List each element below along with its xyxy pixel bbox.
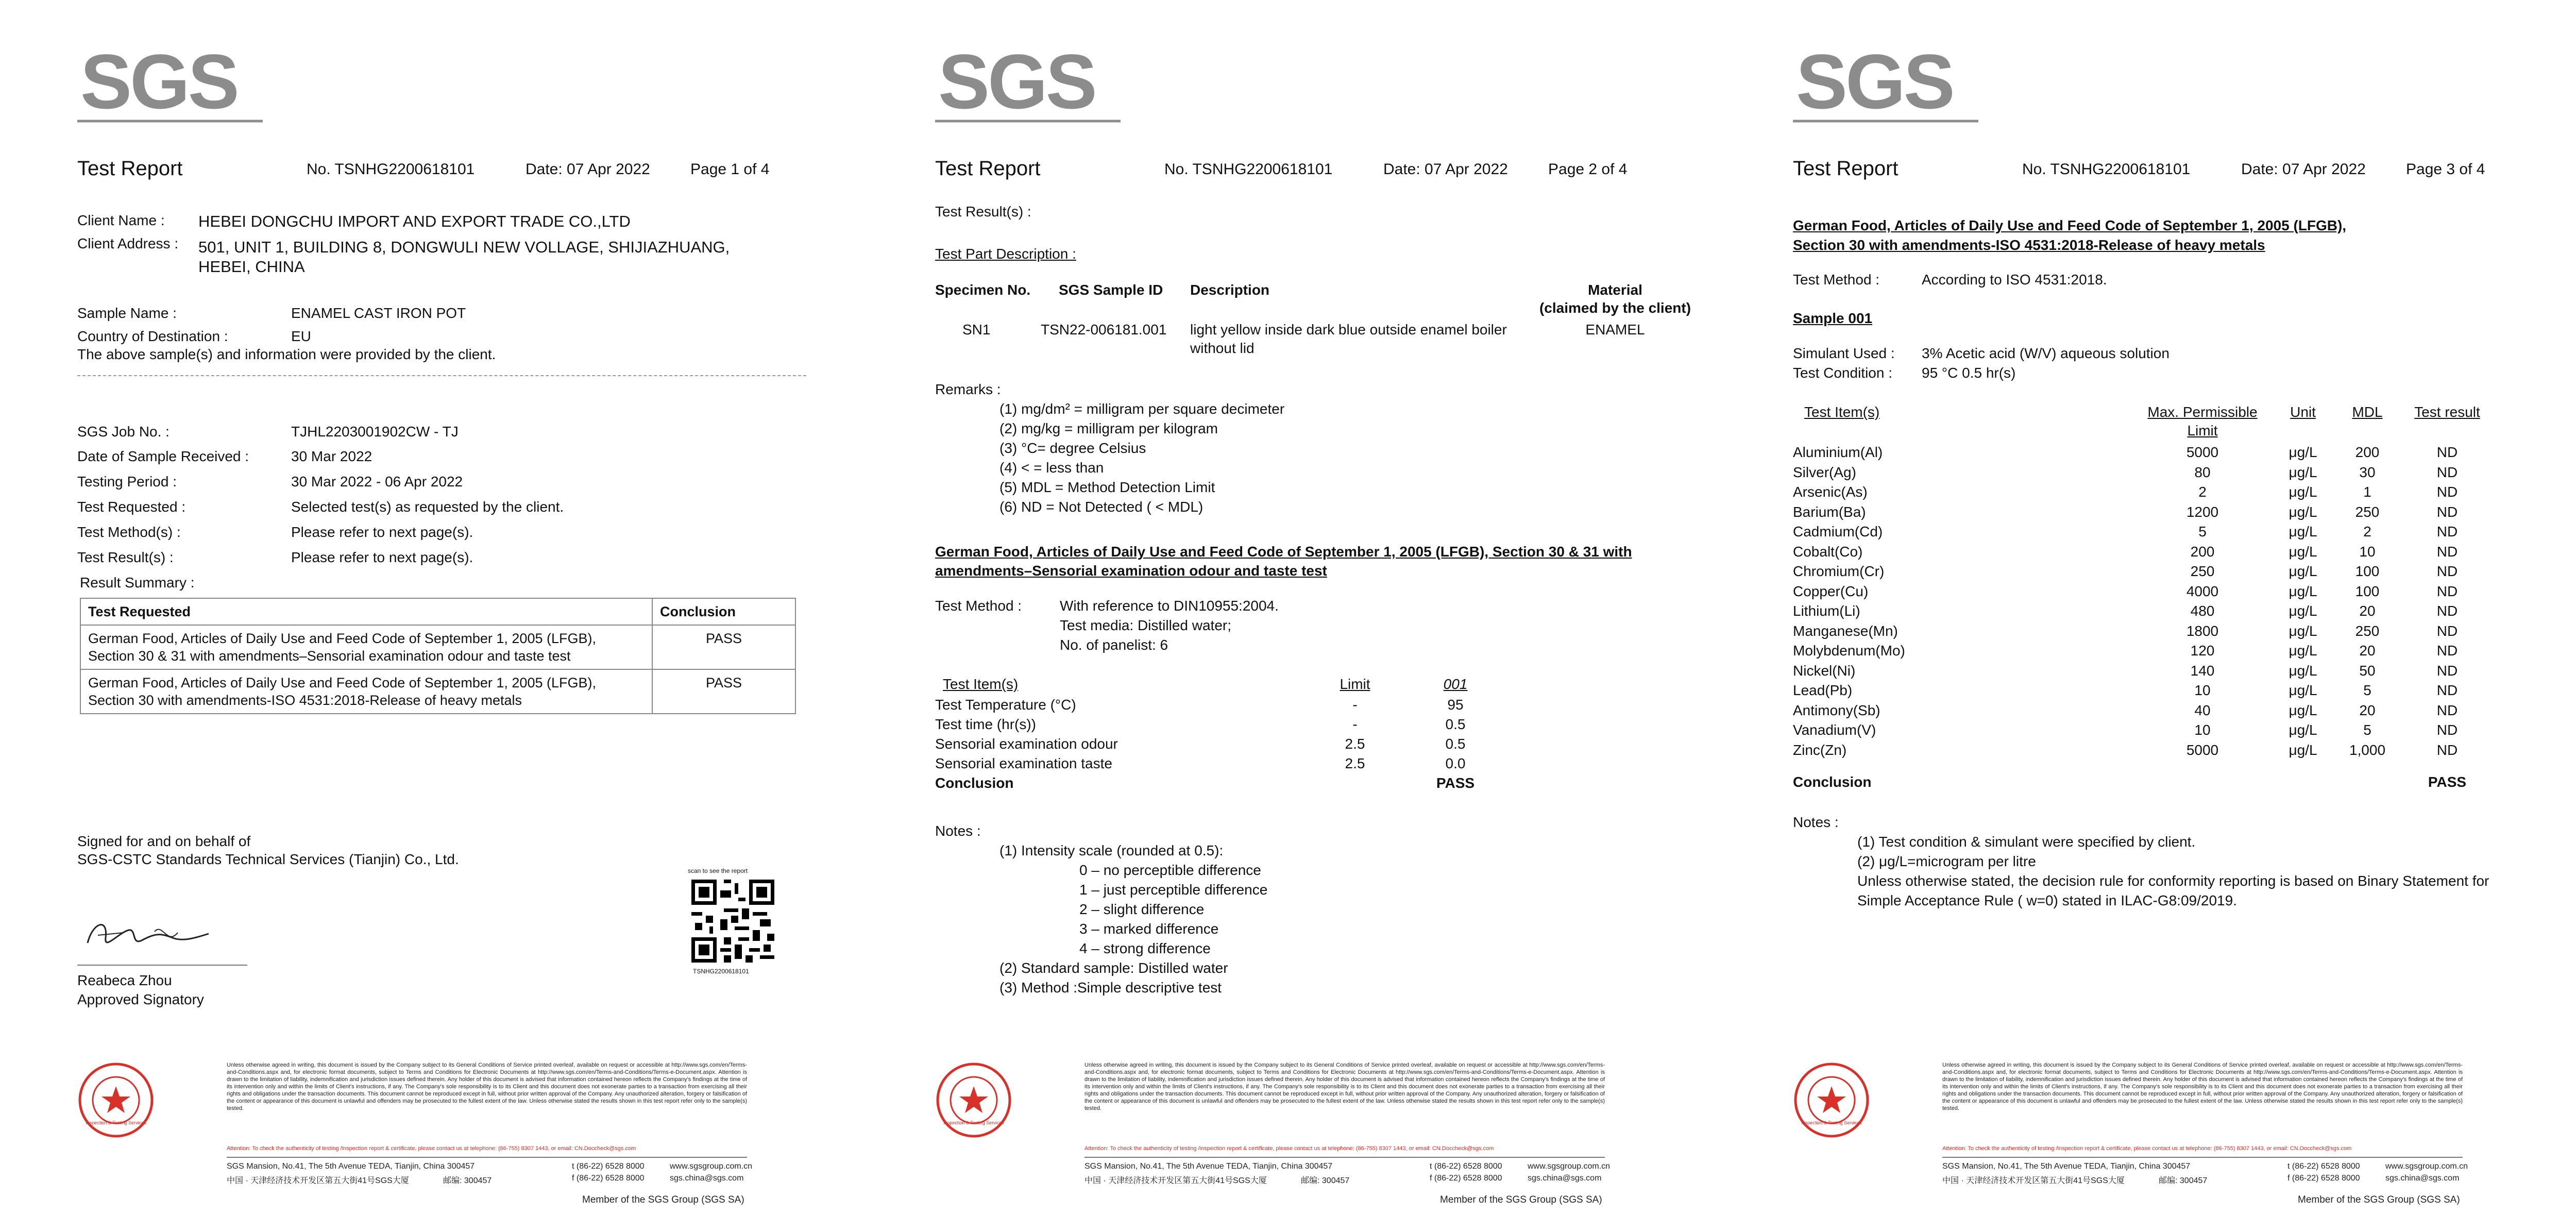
footer-email: sgs.china@sgs.com [670,1174,744,1183]
summary-row-2-line-2: Section 30 with amendments-ISO 4531:2018-Release of heavy metals [88,693,522,708]
summary-header-test: Test Requested [80,598,652,625]
report-date: Date: 07 Apr 2022 [526,161,650,178]
metal-result: ND [2436,603,2458,619]
seal-text: Inspection & Testing Services [943,1120,1004,1125]
metal-mdl: 20 [2359,643,2376,659]
sgs-logo-text: SGS [80,44,238,125]
seal-text: Inspection & Testing Services [86,1120,146,1125]
country-label: Country of Destination : [77,328,228,344]
report-title: Test Report [77,157,183,180]
row-limit: - [1352,716,1358,732]
metal-mdl: 250 [2355,503,2380,520]
client-address-line-1: 501, UNIT 1, BUILDING 8, DONGWULI NEW VOLLAGE, SHIJIAZHUANG, [198,238,730,256]
metal-mdl: 250 [2355,622,2380,639]
metal-mdl: 1 [2363,484,2371,500]
scale-0: 0 – no perceptible difference [1079,862,1261,878]
metal-mdl: 5 [2363,682,2371,698]
table-header-001: 001 [1443,676,1468,692]
footer-member: Member of the SGS Group (SGS SA) [1440,1194,1602,1205]
signed-company: SGS-CSTC Standards Technical Services (Tianjin) Co., Ltd. [77,851,459,867]
metal-item: Barium(Ba) [1793,503,1866,520]
metal-unit: μg/L [2289,464,2317,480]
spec-header-material: Material [1588,282,1642,298]
signature-image [77,902,227,958]
row-limit: 2.5 [1345,755,1365,771]
sgs-logo [1793,44,1978,134]
metal-mdl: 100 [2355,563,2380,579]
summary-row-2-line-1: German Food, Articles of Daily Use and Feed Code of September 1, 2005 (LFGB), [88,675,596,690]
metal-limit: 10 [2194,682,2211,698]
footer-tel: t (86-22) 6528 8000 [2287,1162,2360,1171]
client-address-label: Client Address : [77,235,179,251]
footer-disclaimer: Unless otherwise agreed in writing, this document is issued by the Company subject to its General Conditions of Service printed overleaf, available on request or accessible at http://www.sgs.com/en/Terms-and-Conditions.aspx and, for electronic format documents, subject to Terms and Conditions for Electronic Documents at http://www.sgs.com/en/Terms-and-Conditions/Terms-e-Document.aspx. Attention is drawn to the limitation of liability, indemnification and jurisdiction issues defined therein. Any holder of this document is advised that information contained hereon reflects the Company's findings at the time of its intervention only and within the limits of Client's instructions, if any. The Company's sole responsibility is to its Client and this document does not exonerate parties to a transaction from exercising all their rights and obligations under the transaction documents. This document cannot be reproduced except in full, without prior written approval of the Company. Any unauthorized alteration, forgery or falsification of the content or appearance of this document is unlawful and offenders may be prosecuted to the fullest extent of the law. Unless otherwise stated the results shown in this test report refer only to the sample(s) tested. [1942,1062,2463,1111]
metal-item: Antimony(Sb) [1793,702,1880,718]
remarks-label: Remarks : [935,381,1001,397]
sample-name-label: Sample Name : [77,305,177,321]
metal-item: Manganese(Mn) [1793,622,1898,639]
result-summary-table [80,598,796,714]
spec-header-desc: Description [1190,282,1270,298]
metal-item: Aluminium(Al) [1793,444,1883,460]
header-limit-line-2: Limit [2187,423,2218,439]
report-date: Date: 07 Apr 2022 [1383,161,1508,178]
metal-result: ND [2436,583,2458,599]
remark-3: (3) °C= degree Celsius [999,440,1146,456]
metal-result: ND [2436,543,2458,560]
metal-unit: μg/L [2289,524,2317,539]
footer-postcode-cn: 邮编: 300457 [443,1176,492,1185]
metal-result: ND [2436,563,2458,579]
note-1: (1) Intensity scale (rounded at 0.5): [999,842,1224,858]
test-results: Please refer to next page(s). [291,549,473,565]
metal-limit: 4000 [2186,583,2219,599]
row-value: 95 [1447,697,1464,713]
qr-code [688,876,778,966]
metal-mdl: 200 [2355,444,2380,460]
metal-item: Cadmium(Cd) [1793,524,1883,539]
metal-limit: 120 [2190,643,2215,659]
footer-tel: t (86-22) 6528 8000 [572,1162,645,1171]
table-row [80,669,795,714]
note-3-line-2: Simple Acceptance Rule ( w=0) stated in ILAC-G8:09/2019. [1857,892,2237,908]
metal-item: Lithium(Li) [1793,603,1860,619]
method-label: Test Method : [935,598,1022,614]
metal-mdl: 20 [2359,702,2376,718]
row-value: 0.5 [1445,716,1466,732]
testing-period: 30 Mar 2022 - 06 Apr 2022 [291,474,463,490]
row-item: Test time (hr(s)) [935,716,1036,732]
test-results-label: Test Result(s) : [935,204,1031,220]
footer-postcode-cn: 邮编: 300457 [2159,1176,2208,1185]
seal-stamp [77,1061,155,1139]
conclusion-value: PASS [2428,774,2467,790]
metal-result: ND [2436,524,2458,539]
metal-mdl: 100 [2355,583,2380,599]
footer-member: Member of the SGS Group (SGS SA) [582,1194,744,1205]
footer-email: sgs.china@sgs.com [2385,1174,2460,1183]
metal-limit: 5 [2198,524,2207,539]
row-limit: - [1352,697,1358,713]
test-requested-label: Test Requested : [77,499,186,515]
testing-period-label: Testing Period : [77,474,177,490]
metal-mdl: 30 [2359,464,2376,480]
metal-item: Zinc(Zn) [1793,741,1847,758]
report-title: Test Report [1793,157,1899,180]
metal-unit: μg/L [2289,622,2317,639]
spec-header-no: Specimen No. [935,282,1031,298]
row-limit: 2.5 [1345,736,1365,752]
metal-limit: 250 [2190,563,2215,579]
metal-limit: 140 [2190,662,2215,679]
metal-limit: 1200 [2186,503,2219,520]
footer-address-en: SGS Mansion, No.41, The 5th Avenue TEDA, Tianjin, China 300457 [1942,1162,2191,1171]
seal-stamp [935,1061,1012,1139]
client-name: HEBEI DONGCHU IMPORT AND EXPORT TRADE CO.,LTD [198,212,631,230]
header-limit: Max. Permissible [2147,404,2258,420]
footer-attention: Attention: To check the authenticity of testing /inspection report & certificate, please contact us at telephone: (86-755) 8307 1443, or email: CN.Doccheck@sgs.com [227,1145,636,1152]
metal-mdl: 5 [2363,722,2371,738]
note-1: (1) Test condition & simulant were specified by client. [1857,834,2196,850]
conclusion-value: PASS [1436,775,1475,791]
metal-item: Silver(Ag) [1793,464,1856,480]
seal-text: Inspection & Testing Services [1801,1120,1862,1125]
table-header-limit: Limit [1340,676,1370,692]
table-header-item: Test Item(s) [943,676,1019,692]
metal-mdl: 20 [2359,603,2376,619]
condition-label: Test Condition : [1793,365,1892,381]
metal-result: ND [2436,682,2458,698]
simulant-label: Simulant Used : [1793,345,1895,361]
metal-unit: μg/L [2289,503,2317,520]
spec-material: ENAMEL [1585,322,1645,338]
qr-number: TSNHG2200618101 [693,968,749,975]
header-item: Test Item(s) [1804,404,1880,420]
metal-item: Arsenic(As) [1793,484,1868,500]
sample-label: Sample 001 [1793,310,1873,326]
spec-no: SN1 [962,322,991,338]
metal-item: Vanadium(V) [1793,722,1876,738]
metal-limit: 1800 [2186,622,2219,639]
country-value: EU [291,328,311,344]
spec-header-material-note: (claimed by the client) [1539,300,1691,316]
metal-unit: μg/L [2289,722,2317,738]
client-address-line-2: HEBEI, CHINA [198,258,305,276]
metal-result: ND [2436,643,2458,659]
metal-result: ND [2436,444,2458,460]
footer-web: www.sgsgroup.com.cn [670,1162,753,1171]
section-title-line-2: Section 30 with amendments-ISO 4531:2018-Release of heavy metals [1793,237,2265,253]
row-value: 0.5 [1445,736,1466,752]
test-methods: Please refer to next page(s). [291,524,473,540]
scale-2: 2 – slight difference [1079,901,1205,917]
section-title-line-2: amendments–Sensorial examination odour and taste test [935,563,1327,579]
metal-unit: μg/L [2289,583,2317,599]
header-result: Test result [2414,404,2480,420]
method-line-3: No. of panelist: 6 [1060,637,1168,653]
footer-address-en: SGS Mansion, No.41, The 5th Avenue TEDA, Tianjin, China 300457 [227,1162,475,1171]
note-2: (2) μg/L=microgram per litre [1857,853,2036,869]
date-received: 30 Mar 2022 [291,448,372,464]
metal-limit: 2 [2198,484,2207,500]
scale-3: 3 – marked difference [1079,921,1219,937]
spec-desc-2: without lid [1190,340,1255,356]
method-line-1: With reference to DIN10955:2004. [1060,598,1279,614]
footer-member: Member of the SGS Group (SGS SA) [2298,1194,2460,1205]
spec-desc-1: light yellow inside dark blue outside enamel boiler [1190,322,1507,338]
footer-web: www.sgsgroup.com.cn [1528,1162,1611,1171]
report-page-3 [1716,0,2573,1214]
metal-result: ND [2436,662,2458,679]
signatory-name: Reabeca Zhou [77,972,172,988]
metal-unit: μg/L [2289,643,2317,659]
metal-limit: 10 [2194,722,2211,738]
metal-result: ND [2436,722,2458,738]
metal-limit: 80 [2194,464,2211,480]
header-mdl: MDL [2352,404,2383,420]
metal-result: ND [2436,741,2458,758]
section-title-line-1: German Food, Articles of Daily Use and Feed Code of September 1, 2005 (LFGB), Section 30 & 31 with [935,544,1632,560]
metal-mdl: 2 [2363,524,2371,539]
summary-row-1-line-2: Section 30 & 31 with amendments–Sensorial examination odour and taste test [88,648,571,664]
metal-unit: μg/L [2289,484,2317,500]
report-number: No. TSNHG2200618101 [1164,161,1333,178]
metal-unit: μg/L [2289,702,2317,718]
signatory-title: Approved Signatory [77,991,204,1007]
job-no: TJHL2203001902CW - TJ [291,424,459,440]
report-page-2 [858,0,1716,1214]
metal-limit: 200 [2190,543,2215,560]
metal-unit: μg/L [2289,682,2317,698]
metal-limit: 5000 [2186,444,2219,460]
metal-limit: 40 [2194,702,2211,718]
footer-disclaimer: Unless otherwise agreed in writing, this document is issued by the Company subject to its General Conditions of Service printed overleaf, available on request or accessible at http://www.sgs.com/en/Terms-and-Conditions.aspx and, for electronic format documents, subject to Terms and Conditions for Electronic Documents at http://www.sgs.com/en/Terms-and-Conditions/Terms-e-Document.aspx. Attention is drawn to the limitation of liability, indemnification and jurisdiction issues defined therein. Any holder of this document is advised that information contained hereon reflects the Company's findings at the time of its intervention only and within the limits of Client's instructions, if any. The Company's sole responsibility is to its Client and this document does not exonerate parties to a transaction from exercising all their rights and obligations under the transaction documents. This document cannot be reproduced except in full, without prior written approval of the Company. Any unauthorized alteration, forgery or falsification of the content or appearance of this document is unlawful and offenders may be prosecuted to the fullest extent of the law. Unless otherwise stated the results shown in this test report refer only to the sample(s) tested. [227,1062,747,1111]
test-requested: Selected test(s) as requested by the client. [291,499,564,515]
remark-1: (1) mg/dm² = milligram per square decimeter [999,401,1285,417]
notes-label: Notes : [935,823,981,839]
metal-mdl: 1,000 [2349,741,2386,758]
footer-address-cn: 中国 · 天津经济技术开发区第五大街41号SGS大厦 [1942,1176,2125,1185]
report-title: Test Report [935,157,1041,180]
footer-web: www.sgsgroup.com.cn [2385,1162,2468,1171]
footer-address-en: SGS Mansion, No.41, The 5th Avenue TEDA, Tianjin, China 300457 [1084,1162,1333,1171]
summary-row-1-conclusion: PASS [652,625,795,669]
row-item: Test Temperature (°C) [935,697,1076,713]
metal-result: ND [2436,484,2458,500]
footer-fax: f (86-22) 6528 8000 [572,1174,645,1183]
metal-item: Copper(Cu) [1793,583,1869,599]
remark-6: (6) ND = Not Detected ( < MDL) [999,499,1204,515]
sgs-logo [77,44,263,134]
metal-result: ND [2436,503,2458,520]
section-title-line-1: German Food, Articles of Daily Use and Feed Code of September 1, 2005 (LFGB), [1793,217,2347,233]
test-results-label: Test Result(s) : [77,549,174,565]
report-number: No. TSNHG2200618101 [307,161,475,178]
remark-5: (5) MDL = Method Detection Limit [999,479,1215,495]
metal-result: ND [2436,702,2458,718]
seal-stamp [1793,1061,1870,1139]
metal-item: Chromium(Cr) [1793,563,1885,579]
metal-mdl: 10 [2359,543,2376,560]
signed-on-behalf: Signed for and on behalf of [77,833,251,849]
footer-disclaimer: Unless otherwise agreed in writing, this document is issued by the Company subject to its General Conditions of Service printed overleaf, available on request or accessible at http://www.sgs.com/en/Terms-and-Conditions.aspx and, for electronic format documents, subject to Terms and Conditions for Electronic Documents at http://www.sgs.com/en/Terms-and-Conditions/Terms-e-Document.aspx. Attention is drawn to the limitation of liability, indemnification and jurisdiction issues defined therein. Any holder of this document is advised that information contained hereon reflects the Company's findings at the time of its intervention only and within the limits of Client's instructions, if any. The Company's sole responsibility is to its Client and this document does not exonerate parties to a transaction from exercising all their rights and obligations under the transaction documents. This document cannot be reproduced except in full, without prior written approval of the Company. Any unauthorized alteration, forgery or falsification of the content or appearance of this document is unlawful and offenders may be prosecuted to the fullest extent of the law. Unless otherwise stated the results shown in this test report refer only to the sample(s) tested. [1084,1062,1605,1111]
note-2: (2) Standard sample: Distilled water [999,960,1228,976]
conclusion-label: Conclusion [1793,774,1872,790]
date-received-label: Date of Sample Received : [77,448,249,464]
metal-item: Cobalt(Co) [1793,543,1863,560]
metal-result: ND [2436,622,2458,639]
metal-item: Molybdenum(Mo) [1793,643,1905,659]
note-3-line-1: Unless otherwise stated, the decision rule for conformity reporting is based on Binary Statement for [1857,873,2489,889]
metal-limit: 480 [2190,603,2215,619]
method-line-2: Test media: Distilled water; [1060,617,1232,633]
test-part-label: Test Part Description : [935,246,1076,262]
test-methods-label: Test Method(s) : [77,524,181,540]
footer-fax: f (86-22) 6528 8000 [2287,1174,2360,1183]
row-value: 0.0 [1445,755,1466,771]
method-value: According to ISO 4531:2018. [1922,272,2107,288]
footer-address-cn: 中国 · 天津经济技术开发区第五大街41号SGS大厦 [227,1176,409,1185]
metal-result: ND [2436,464,2458,480]
header-unit: Unit [2290,404,2316,420]
report-number: No. TSNHG2200618101 [2022,161,2191,178]
qr-caption: scan to see the report [688,867,748,874]
footer-tel: t (86-22) 6528 8000 [1430,1162,1502,1171]
sample-name: ENAMEL CAST IRON POT [291,305,466,321]
scale-4: 4 – strong difference [1079,940,1211,956]
summary-row-2-conclusion: PASS [652,669,795,714]
metal-unit: μg/L [2289,444,2317,460]
condition-value: 95 °C 0.5 hr(s) [1922,365,2016,381]
report-date: Date: 07 Apr 2022 [2241,161,2366,178]
sgs-logo-text: SGS [1796,44,1953,125]
metal-unit: μg/L [2289,543,2317,560]
metal-mdl: 50 [2359,662,2376,679]
metal-unit: μg/L [2289,662,2317,679]
metal-limit: 5000 [2186,741,2219,758]
page-number: Page 3 of 4 [2406,161,2485,178]
method-label: Test Method : [1793,272,1880,288]
notes-label: Notes : [1793,814,1839,830]
client-name-label: Client Name : [77,212,165,228]
metal-item: Nickel(Ni) [1793,662,1856,679]
simulant-value: 3% Acetic acid (W/V) aqueous solution [1922,345,2170,361]
metal-item: Lead(Pb) [1793,682,1853,698]
remark-2: (2) mg/kg = milligram per kilogram [999,420,1218,436]
spec-header-id: SGS Sample ID [1059,282,1163,298]
sgs-logo-text: SGS [938,44,1095,125]
result-summary-label: Result Summary : [80,575,195,591]
conclusion-label: Conclusion [935,775,1014,791]
divider [77,375,806,376]
footer-fax: f (86-22) 6528 8000 [1430,1174,1502,1183]
footer-attention: Attention: To check the authenticity of testing /inspection report & certificate, please contact us at telephone: (86-755) 8307 1443, or email: CN.Doccheck@sgs.com [1084,1145,1494,1152]
scale-1: 1 – just perceptible difference [1079,882,1268,898]
metal-unit: μg/L [2289,563,2317,579]
report-page-1 [0,0,858,1214]
table-row [80,625,795,669]
report-page-4 [2573,0,2576,1214]
metal-unit: μg/L [2289,603,2317,619]
page-number: Page 1 of 4 [690,161,770,178]
row-item: Sensorial examination taste [935,755,1112,771]
summary-row-1-line-1: German Food, Articles of Daily Use and Feed Code of September 1, 2005 (LFGB), [88,631,596,646]
footer-email: sgs.china@sgs.com [1528,1174,1602,1183]
sgs-logo [935,44,1121,134]
metal-unit: μg/L [2289,741,2317,758]
footer-postcode-cn: 邮编: 300457 [1301,1176,1350,1185]
footer-attention: Attention: To check the authenticity of testing /inspection report & certificate, please contact us at telephone: (86-755) 8307 1443, or email: CN.Doccheck@sgs.com [1942,1145,2352,1152]
remark-4: (4) < = less than [999,460,1104,476]
page-number: Page 2 of 4 [1548,161,1628,178]
provided-note: The above sample(s) and information were provided by the client. [77,346,496,362]
summary-header-conclusion: Conclusion [652,598,795,625]
row-item: Sensorial examination odour [935,736,1118,752]
spec-id: TSN22-006181.001 [1041,322,1167,338]
note-3: (3) Method :Simple descriptive test [999,980,1222,996]
job-no-label: SGS Job No. : [77,424,170,440]
footer-address-cn: 中国 · 天津经济技术开发区第五大街41号SGS大厦 [1084,1176,1267,1185]
